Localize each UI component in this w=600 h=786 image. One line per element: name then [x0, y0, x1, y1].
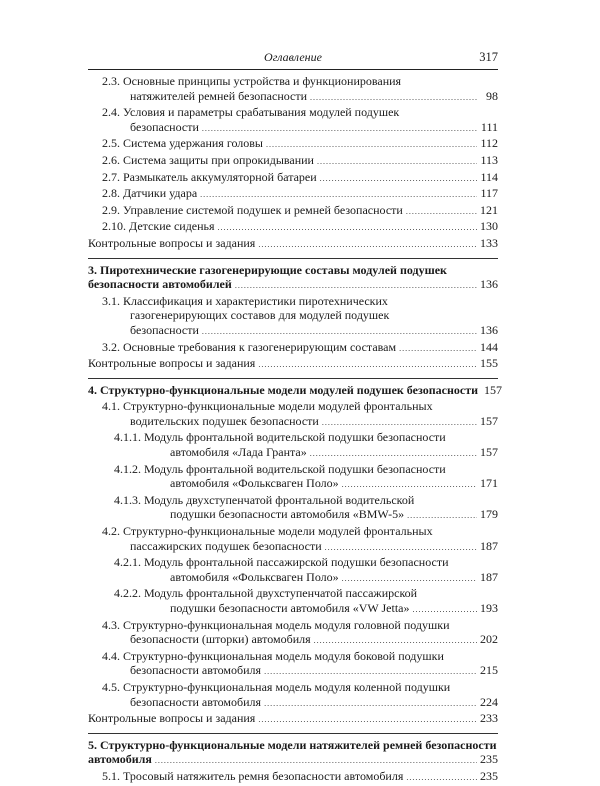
header-rule [88, 69, 498, 70]
toc-entry: 4.1.3. Модуль двухступенчатой фронтальной водительской подушки безопасности автомобиля «BMW-5» . . . 179 [88, 493, 498, 524]
entry-page: 98 [486, 88, 498, 103]
dot-leader [407, 507, 477, 524]
chapter-separator [88, 253, 498, 259]
dot-leader [202, 323, 477, 340]
dot-leader [320, 170, 477, 187]
page-header [88, 50, 498, 68]
entry-page: 157 [480, 413, 498, 428]
dot-leader [342, 570, 477, 587]
entry-page: 157 [480, 445, 498, 460]
dot-leader [325, 539, 477, 556]
entry-page: 215 [480, 663, 498, 678]
entry-page: 233 [480, 711, 498, 726]
dot-leader [314, 632, 477, 649]
chapter-heading: 3. Пиротехнические газогенерирующие составы модулей подушек безопасности автомобилей . . . 136 [88, 263, 498, 294]
entry-page: 113 [480, 152, 498, 167]
toc-entry: 2.5. Система удержания головы . . . 112 [88, 136, 498, 153]
dot-leader [317, 153, 477, 170]
entry-page: 179 [480, 507, 498, 522]
toc-entry: Контрольные вопросы и задания . . . 133 [88, 236, 498, 253]
entry-page: 111 [480, 119, 498, 134]
toc-entry: Контрольные вопросы и задания . . . 233 [88, 711, 498, 728]
entry-page: 235 [480, 752, 498, 767]
dot-leader [406, 203, 477, 220]
toc-entry: 2.6. Система защиты при опрокидывании . . . 113 [88, 153, 498, 170]
toc-entry: 3.1. Классификация и характеристики пиротехнических газогенерирующих составов для модулей подушек безопасности . . . 136 [88, 294, 498, 340]
entry-page: 157 [484, 382, 503, 397]
toc-entry: 2.3. Основные принципы устройства и функционирования натяжителей ремней безопасности . . . 98 [88, 74, 498, 105]
toc-entry: 2.4. Условия и параметры срабатывания модулей подушек безопасности . . . 111 [88, 105, 498, 136]
dot-leader [322, 414, 477, 431]
chapter-separator [88, 373, 498, 379]
toc-entry: 5.1. Тросовый натяжитель ремня безопасности автомобиля . . . 235 [88, 769, 498, 786]
toc-entry: 4.5. Структурно-функциональная модель модуля коленной подушки безопасности автомобиля . . . 224 [88, 680, 498, 711]
entry-page: 187 [480, 538, 498, 553]
toc-entry: 4.2.1. Модуль фронтальной пассажирской подушки безопасности автомобиля «Фольксваген Поло» . . . 187 [88, 555, 498, 586]
entry-page: 187 [480, 569, 498, 584]
toc-entry: 4.2. Структурно-функциональные модели модулей фронтальных пассажирских подушек безопасности . . . 187 [88, 524, 498, 555]
toc-entry: 3.2. Основные требования к газогенерирующим составам . . . 144 [88, 340, 498, 357]
toc-entry: 4.3. Структурно-функциональная модель модуля головной подушки безопасности (шторки) автомобиля . . . 202 [88, 618, 498, 649]
dot-leader [310, 89, 477, 106]
toc-entry: 2.9. Управление системой подушек и ремней безопасности . . . 121 [88, 203, 498, 220]
dot-leader [258, 356, 477, 373]
entry-page: 136 [480, 277, 498, 292]
toc-entry: 4.4. Структурно-функциональная модель модуля боковой подушки безопасности автомобиля . . . 215 [88, 649, 498, 680]
chapter-separator [88, 728, 498, 734]
dot-leader [266, 136, 477, 153]
entry-page: 133 [480, 235, 498, 250]
entry-page: 130 [480, 219, 498, 234]
dot-leader [310, 445, 477, 462]
entry-page: 121 [480, 202, 498, 217]
dot-leader [413, 601, 478, 618]
dot-leader [264, 663, 477, 680]
toc-entry: 2.8. Датчики удара . . . 117 [88, 186, 498, 203]
page-number: 317 [479, 50, 498, 64]
chapter-heading: 4. Структурно-функциональные модели модулей подушек безопасности 157 [88, 382, 503, 397]
entry-page: 193 [480, 601, 498, 615]
toc-entry: 2.10. Детские сиденья . . . 130 [88, 219, 498, 236]
toc-entry: Контрольные вопросы и задания . . . 155 [88, 356, 498, 373]
entry-page: 202 [480, 632, 498, 647]
dot-leader [218, 219, 477, 236]
dot-leader [399, 340, 477, 357]
entry-page: 235 [480, 768, 498, 783]
entry-page: 117 [480, 186, 498, 201]
entry-page: 224 [480, 694, 498, 709]
dot-leader [264, 695, 477, 712]
entry-page: 144 [480, 339, 498, 354]
entry-page: 155 [480, 356, 498, 371]
table-of-contents [88, 74, 503, 786]
chapter-heading: 5. Структурно-функциональные модели натяжителей ремней безопасности автомобиля . . . 235 [88, 738, 498, 769]
dot-leader [258, 711, 477, 728]
toc-entry: 4.2.2. Модуль фронтальной двухступенчатой пассажирской подушки безопасности автомобиля «VW Jetta» . . . 193 [88, 586, 498, 617]
toc-entry: 4.1. Структурно-функциональные модели модулей фронтальных водительских подушек безопасности . . . 157 [88, 399, 498, 430]
dot-leader [202, 120, 477, 137]
dot-leader [258, 236, 477, 253]
entry-page: 112 [480, 136, 498, 151]
toc-entry: 4.1.1. Модуль фронтальной водительской подушки безопасности автомобиля «Лада Гранта» . . . 157 [88, 430, 498, 461]
entry-page: 114 [480, 169, 498, 184]
dot-leader [155, 752, 477, 769]
running-title: Оглавление [264, 50, 322, 64]
toc-entry: 2.7. Размыкатель аккумуляторной батареи . . . 114 [88, 170, 498, 187]
dot-leader [235, 277, 477, 294]
entry-page: 136 [480, 322, 498, 337]
dot-leader [406, 769, 477, 786]
dot-leader [342, 476, 477, 493]
entry-page: 171 [480, 476, 498, 491]
toc-entry: 4.1.2. Модуль фронтальной водительской подушки безопасности автомобиля «Фольксваген Поло» . . . 171 [88, 462, 498, 493]
dot-leader [200, 186, 477, 203]
